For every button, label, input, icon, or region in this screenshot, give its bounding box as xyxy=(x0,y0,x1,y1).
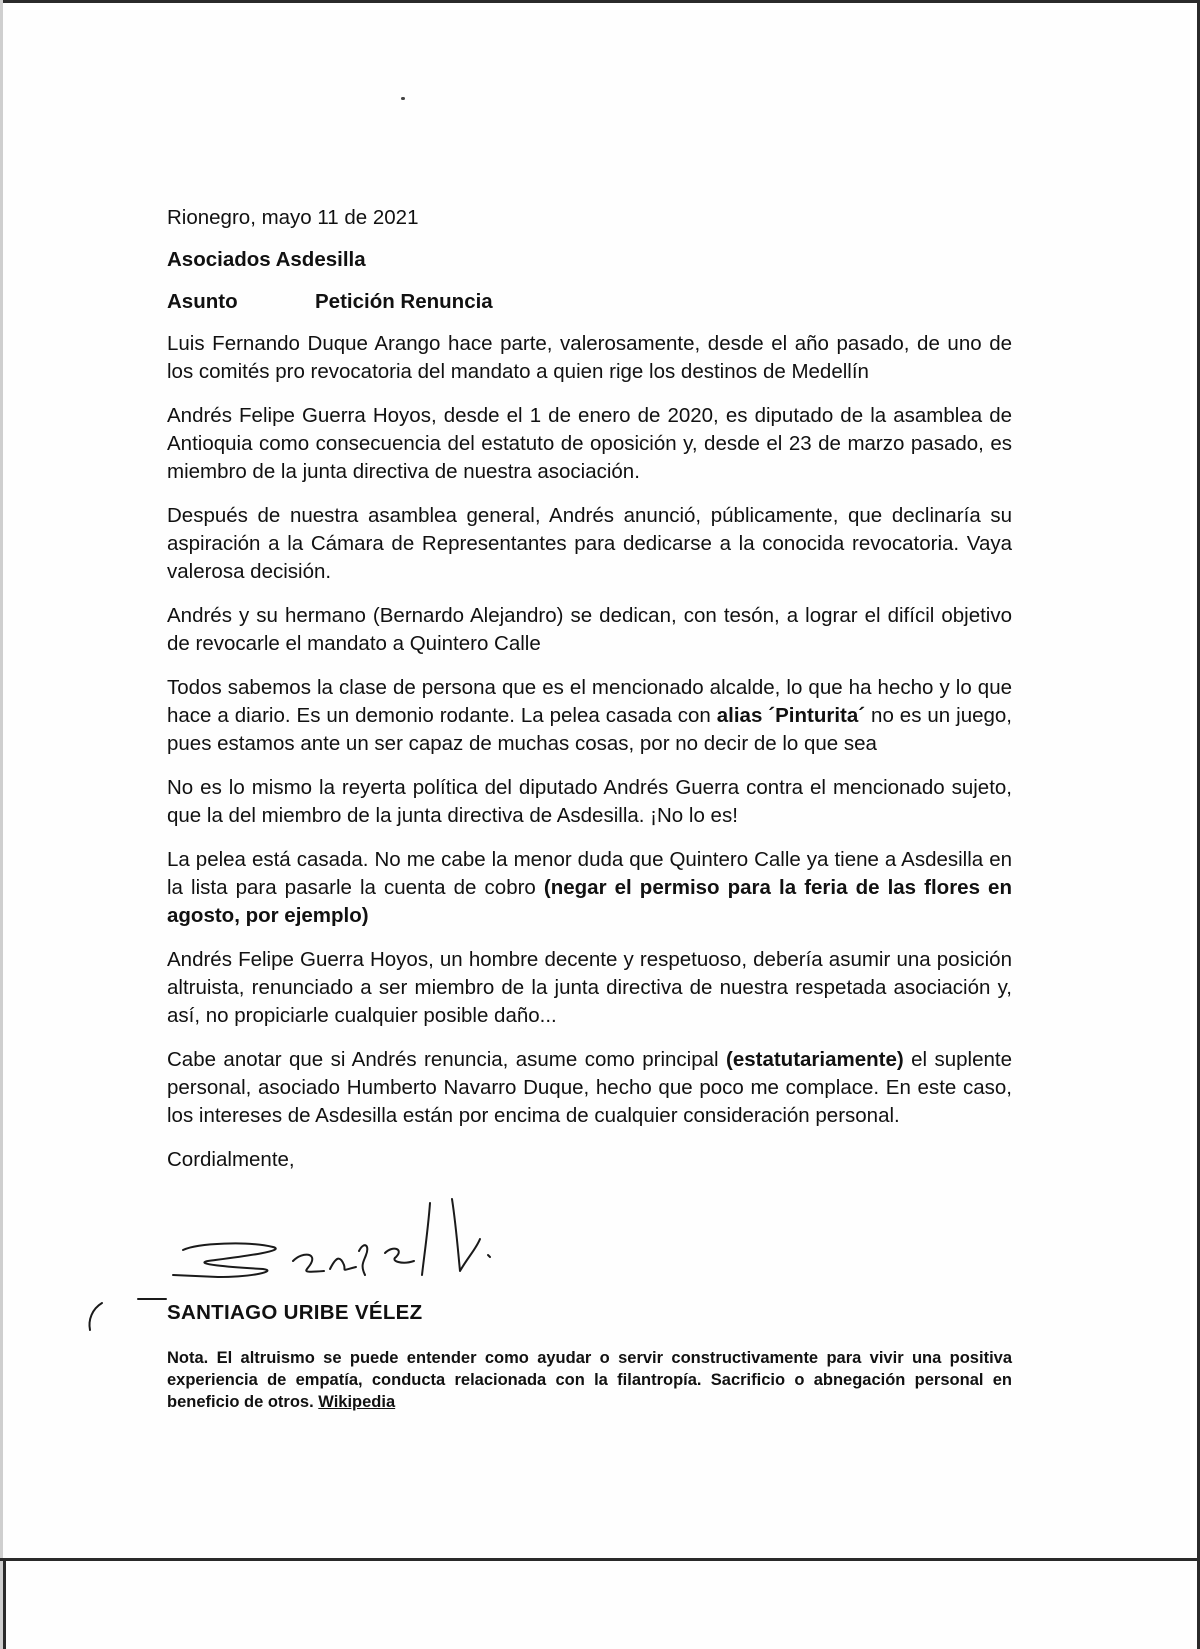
paragraph-6: No es lo mismo la reyerta política del diputado Andrés Guerra contra el mencionado sujeto, que la del miembro de la junta directiva de Asdesilla. ¡No lo es! xyxy=(167,776,1012,827)
paragraph-9-text-b: el suplente personal, asociado Humberto Navarro Duque, hecho que poco me complace. En este caso, los intereses de Asdesilla están por encima de cualquier consideración personal. xyxy=(167,1048,1013,1127)
paragraph-4: Andrés y su hermano (Bernardo Alejandro) se dedican, con tesón, a lograr el difícil objetivo de revocarle el mandato a Quintero Calle xyxy=(167,604,1012,655)
scan-speck xyxy=(401,97,405,100)
paragraph-1: Luis Fernando Duque Arango hace parte, valerosamente, desde el año pasado, de uno de los comités pro revocatoria del mandato a quien rige los destinos de Medellín xyxy=(167,332,1012,383)
subject-value: Petición Renuncia xyxy=(315,290,493,313)
paragraph-7-bold: (negar el permiso para la feria de las flores en agosto, por ejemplo) xyxy=(167,876,1012,927)
scan-edge-top xyxy=(0,0,1200,3)
subject-label: Asunto xyxy=(167,290,238,313)
letter-body xyxy=(167,204,1012,1174)
paragraph-7-text-a: La pelea está casada. No me cabe la menor duda que Quintero Calle ya tiene a Asdesilla en la lista para pasarle la cuenta de cobro xyxy=(167,848,1012,899)
footnote xyxy=(167,1347,1012,1413)
scan-edge-left xyxy=(0,0,3,1649)
scan-edge-bottom xyxy=(0,1558,1200,1561)
letter-date: Rionegro, mayo 11 de 2021 xyxy=(167,206,419,229)
letter-subject xyxy=(167,288,1012,316)
paragraph-9-bold: (estatutariamente) xyxy=(726,1048,904,1071)
wikipedia-link[interactable]: Wikipedia xyxy=(318,1393,396,1411)
paragraph-7 xyxy=(167,846,1012,930)
scan-edge-bottom-left xyxy=(3,1558,6,1649)
paragraph-5-text-b: no es un juego, pues estamos ante un ser capaz de muchas cosas, por no decir de lo que sea xyxy=(167,704,1012,755)
paragraph-9-text-a: Cabe anotar que si Andrés renuncia, asume como principal xyxy=(167,1048,726,1071)
signer-name: SANTIAGO URIBE VÉLEZ xyxy=(167,1301,423,1324)
paragraph-5-text-a: Todos sabemos la clase de persona que es el mencionado alcalde, lo que ha hecho y lo que hace a diario. Es un demonio rodante. La pelea casada con xyxy=(167,676,1012,727)
paragraph-3: Después de nuestra asamblea general, Andrés anunció, públicamente, que declinaría su aspiración a la Cámara de Representantes para dedicarse a la conocida revocatoria. Vaya valerosa decisión. xyxy=(167,504,1012,583)
paragraph-2: Andrés Felipe Guerra Hoyos, desde el 1 de enero de 2020, es diputado de la asamblea de Antioquia como consecuencia del estatuto de oposición y, desde el 23 de marzo pasado, es miembro de la junta directiva de nuestra asociación. xyxy=(167,404,1012,483)
paragraph-9 xyxy=(167,1046,1012,1130)
letter-recipient: Asociados Asdesilla xyxy=(167,248,366,271)
paragraph-8: Andrés Felipe Guerra Hoyos, un hombre decente y respetuoso, debería asumir una posición altruista, renunciado a ser miembro de la junta directiva de nuestra respetada asociación y, así, no propiciarle cualquier posible daño... xyxy=(167,948,1012,1027)
paragraph-5 xyxy=(167,674,1012,758)
paragraph-5-alias: alias ´Pinturita´ xyxy=(716,704,866,727)
letter-closing: Cordialmente, xyxy=(167,1148,295,1171)
footnote-text: Nota. El altruismo se puede entender como ayudar o servir constructivamente para vivir una positiva experiencia de empatía, conducta relacionada con la filantropía. Sacrificio o abnegación personal en beneficio de otros. xyxy=(167,1349,1012,1411)
